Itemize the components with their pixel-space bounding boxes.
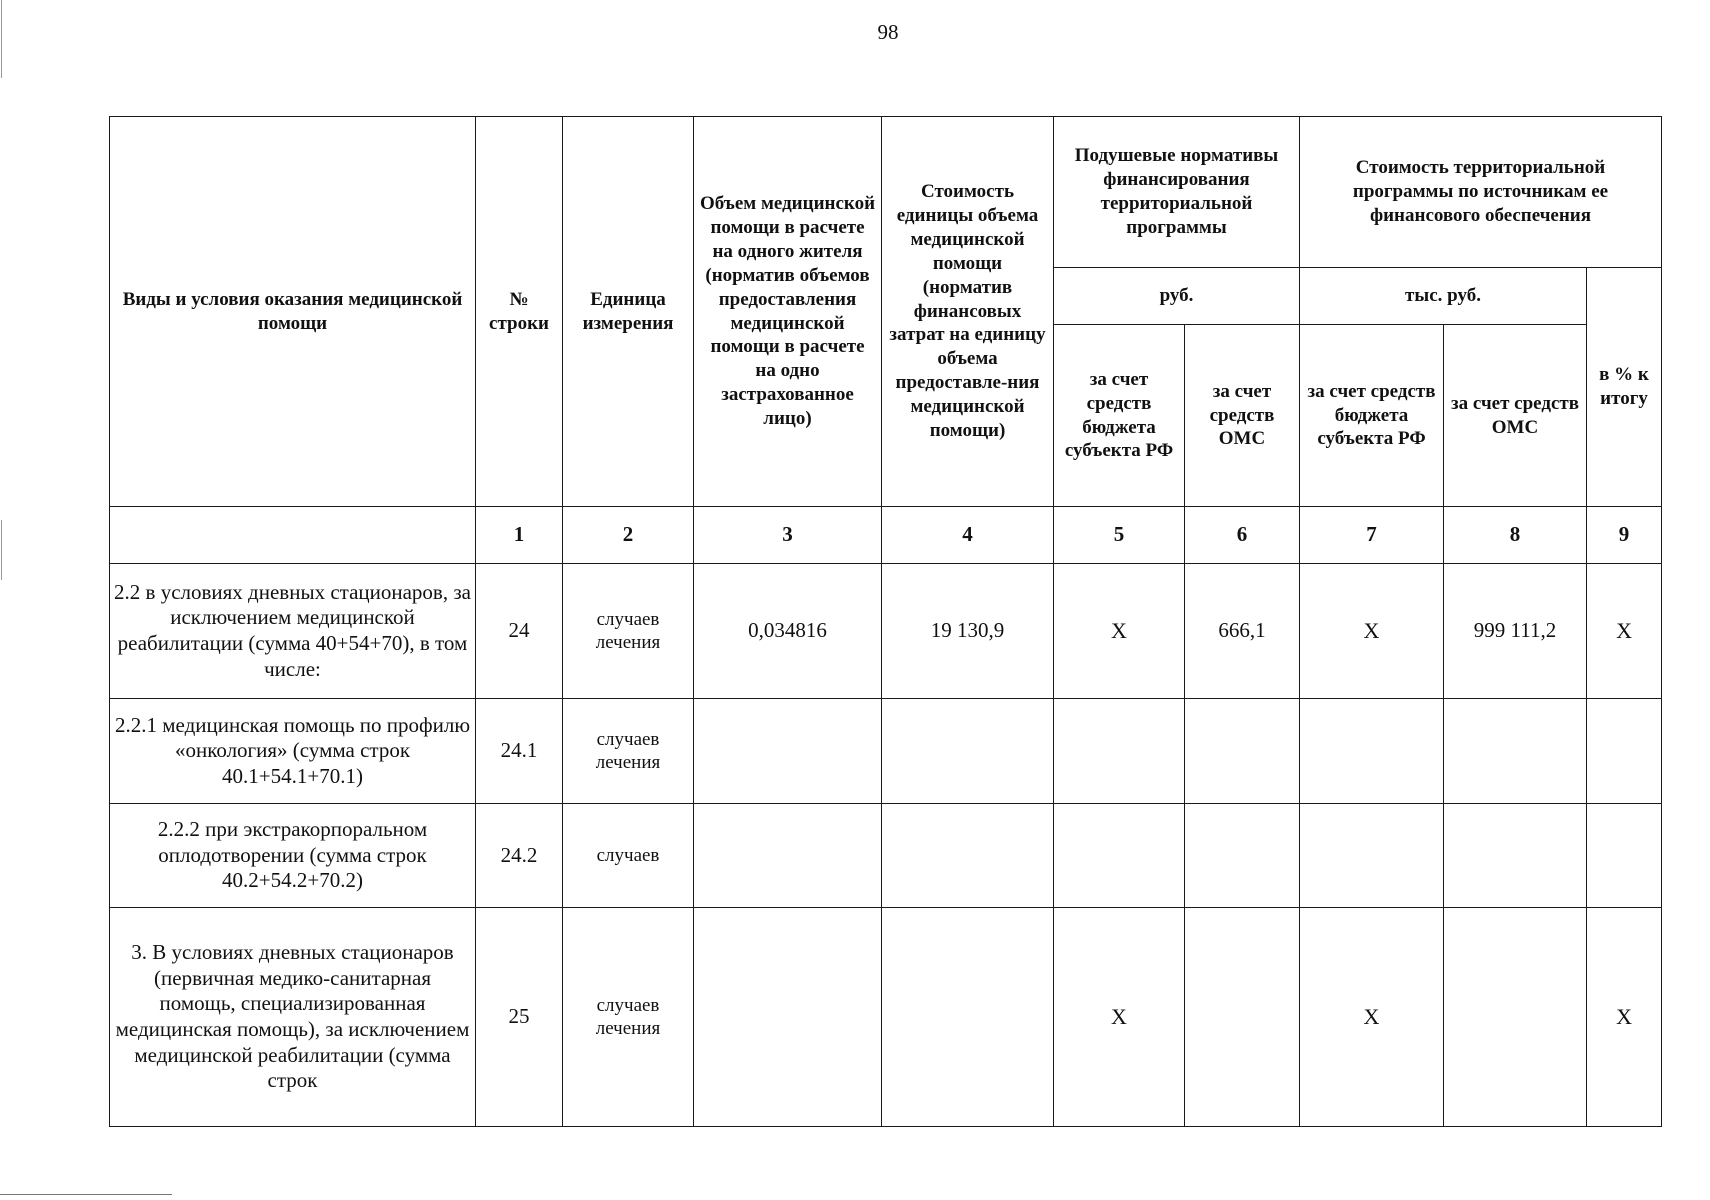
row-volume [694, 699, 882, 804]
header-volume: Объем медицинской помощи в расчете на одного жителя (норматив объемов предоставления медицинской помощи в расчете на одно застрахованное лицо) [694, 117, 882, 507]
row-unit: случаев [563, 804, 694, 908]
scan-edge-line [0, 1194, 172, 1195]
header-unit-thousand-rub: тыс. руб. [1300, 268, 1587, 325]
column-number: 7 [1300, 507, 1444, 564]
header-program-cost-group: Стоимость территориальной программы по источникам ее финансового обеспечения [1300, 117, 1662, 268]
row-unit: случаев лечения [563, 908, 694, 1127]
header-oms-thousand: за счет средств ОМС [1444, 325, 1587, 507]
page-number: 98 [877, 20, 899, 44]
header-row-top [110, 117, 1662, 268]
row-oms-rub [1185, 699, 1300, 804]
column-number: 6 [1185, 507, 1300, 564]
column-number: 2 [563, 507, 694, 564]
row-budget-rub: Х [1054, 908, 1185, 1127]
column-number: 1 [476, 507, 563, 564]
column-number: 4 [882, 507, 1054, 564]
row-oms-thousand [1444, 908, 1587, 1127]
row-oms-rub [1185, 908, 1300, 1127]
row-unit-cost: 19 130,9 [882, 564, 1054, 699]
header-row-number: № строки [476, 117, 563, 507]
column-number: 3 [694, 507, 882, 564]
row-oms-rub: 666,1 [1185, 564, 1300, 699]
table-row [110, 699, 1662, 804]
scan-edge-mark [1, 520, 2, 580]
row-volume [694, 908, 882, 1127]
column-number: 9 [1587, 507, 1662, 564]
row-budget-rub [1054, 699, 1185, 804]
column-number: 8 [1444, 507, 1587, 564]
row-budget-rub [1054, 804, 1185, 908]
row-percent: Х [1587, 564, 1662, 699]
row-budget-rub: Х [1054, 564, 1185, 699]
header-kind: Виды и условия оказания медицинской помощи [110, 117, 476, 507]
row-volume [694, 804, 882, 908]
row-oms-thousand [1444, 699, 1587, 804]
header-oms-rub: за счет средств ОМС [1185, 325, 1300, 507]
row-kind: 2.2.1 медицинская помощь по профилю «онкология» (сумма строк 40.1+54.1+70.1) [110, 699, 476, 804]
header-per-capita-group: Подушевые нормативы финансирования территориальной программы [1054, 117, 1300, 268]
row-kind: 3. В условиях дневных стационаров (первичная медико-санитарная помощь, специализированная медицинская помощь), за исключением медицинской реабилитации (сумма строк [110, 908, 476, 1127]
row-percent [1587, 699, 1662, 804]
row-volume: 0,034816 [694, 564, 882, 699]
row-number: 24.2 [476, 804, 563, 908]
financing-table [109, 116, 1662, 1127]
row-unit-cost [882, 804, 1054, 908]
header-unit: Единица измерения [563, 117, 694, 507]
row-number: 24.1 [476, 699, 563, 804]
row-kind: 2.2 в условиях дневных стационаров, за исключением медицинской реабилитации (сумма 40+54+70), в том числе: [110, 564, 476, 699]
header-unit-rub: руб. [1054, 268, 1300, 325]
row-percent: Х [1587, 908, 1662, 1127]
row-number: 25 [476, 908, 563, 1127]
row-unit: случаев лечения [563, 699, 694, 804]
scan-edge-mark [1, 0, 2, 78]
row-oms-thousand: 999 111,2 [1444, 564, 1587, 699]
header-unit-cost: Стоимость единицы объема медицинской помощи (норматив финансовых затрат на единицу объема предоставле-ния медицинской помощи) [882, 117, 1054, 507]
row-oms-thousand [1444, 804, 1587, 908]
row-unit-cost [882, 908, 1054, 1127]
table-row [110, 804, 1662, 908]
row-kind: 2.2.2 при экстракорпоральном оплодотворении (сумма строк 40.2+54.2+70.2) [110, 804, 476, 908]
row-budget-thousand: Х [1300, 564, 1444, 699]
row-budget-thousand: Х [1300, 908, 1444, 1127]
row-percent [1587, 804, 1662, 908]
row-unit: случаев лечения [563, 564, 694, 699]
column-number-row [110, 507, 1662, 564]
column-number [110, 507, 476, 564]
header-percent: в % к итогу [1587, 268, 1662, 507]
row-unit-cost [882, 699, 1054, 804]
row-budget-thousand [1300, 804, 1444, 908]
table-row [110, 564, 1662, 699]
table-row [110, 908, 1662, 1127]
row-number: 24 [476, 564, 563, 699]
row-budget-thousand [1300, 699, 1444, 804]
column-number: 5 [1054, 507, 1185, 564]
header-budget-rub: за счет средств бюджета субъекта РФ [1054, 325, 1185, 507]
header-budget-thousand: за счет средств бюджета субъекта РФ [1300, 325, 1444, 507]
row-oms-rub [1185, 804, 1300, 908]
